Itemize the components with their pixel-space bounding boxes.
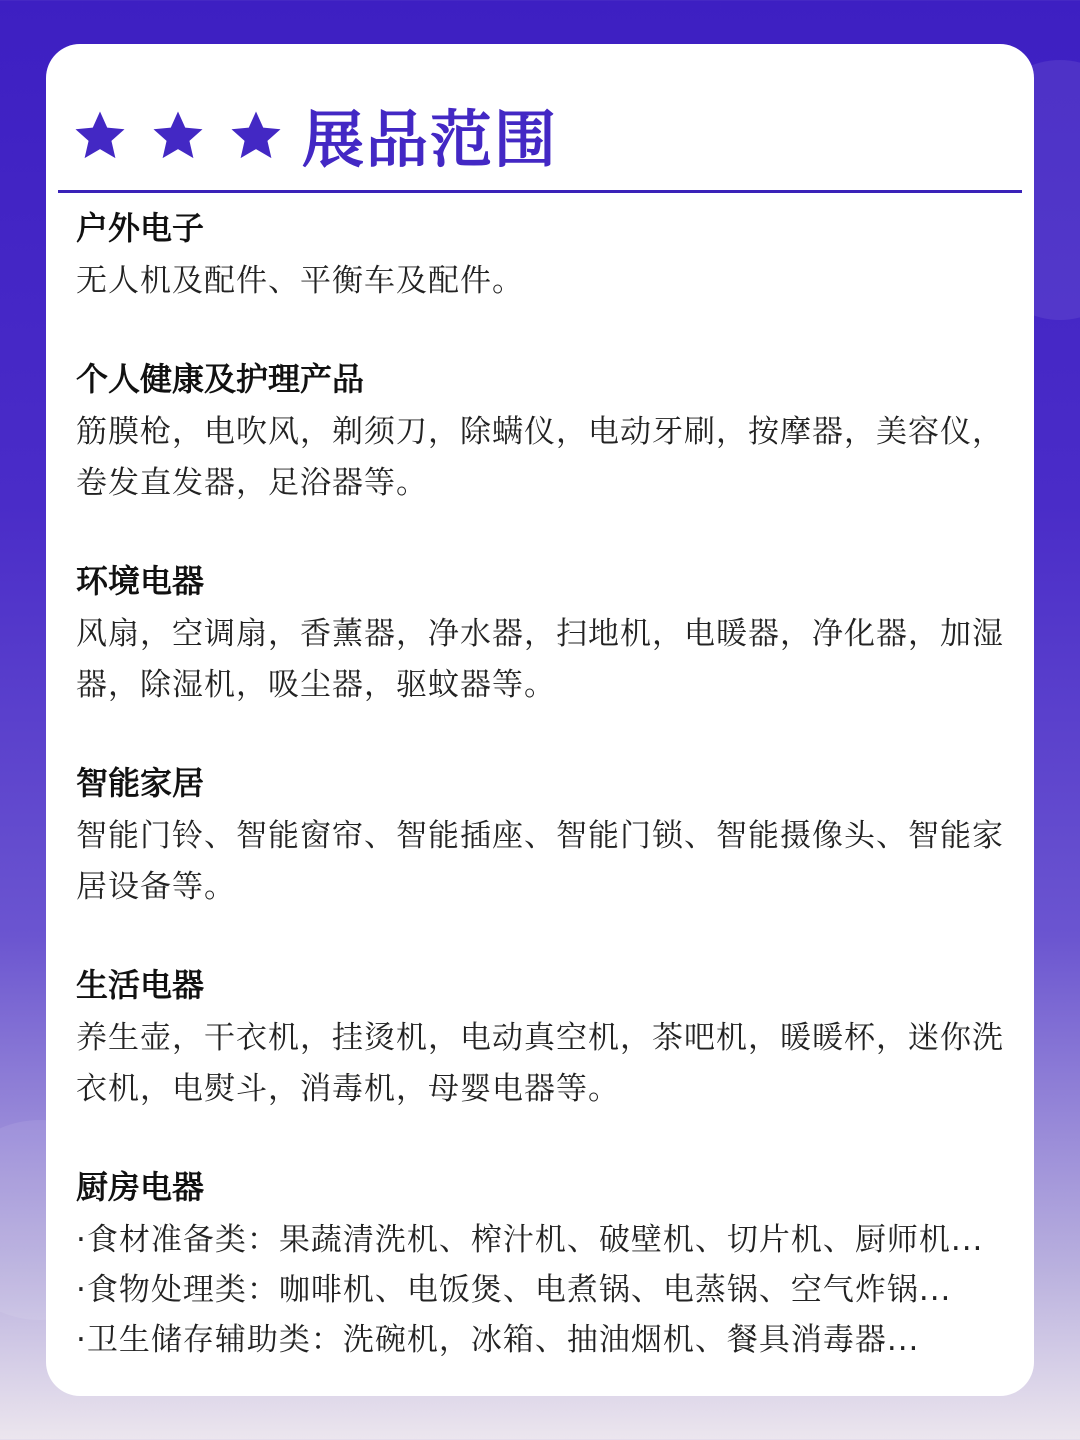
star-rating — [72, 108, 284, 164]
section-title: 个人健康及护理产品 — [76, 360, 365, 398]
section-title: 户外电子 — [76, 209, 205, 247]
section-household-appliances — [76, 961, 1006, 1115]
page-title: 展品范围 — [302, 103, 559, 176]
card-header — [58, 100, 1022, 193]
star-icon — [150, 108, 206, 164]
list-item: ·卫生储存辅助类：洗碗机，冰箱、抽油烟机、餐具消毒器... — [76, 1322, 920, 1358]
list-item: ·食材准备类：果蔬清洗机、榨汁机、破壁机、切片机、厨师机... — [76, 1222, 984, 1258]
section-title: 环境电器 — [76, 562, 205, 600]
content-card — [46, 44, 1034, 1396]
section-body: 养生壶，干衣机，挂烫机，电动真空机，茶吧机，暖暖杯，迷你洗衣机，电熨斗，消毒机，母婴电器等。 — [76, 1020, 1004, 1107]
section-title: 生活电器 — [76, 966, 205, 1004]
section-body: 智能门铃、智能窗帘、智能插座、智能门锁、智能摄像头、智能家居设备等。 — [76, 818, 1004, 905]
section-smart-home — [76, 759, 1006, 913]
kitchen-list — [76, 1215, 1006, 1365]
section-environment-appliances — [76, 557, 1006, 711]
section-title: 智能家居 — [76, 764, 205, 802]
section-body: 无人机及配件、平衡车及配件。 — [76, 263, 524, 299]
section-title: 厨房电器 — [76, 1168, 205, 1206]
section-outdoor-electronics — [76, 204, 1006, 307]
section-kitchen-appliances — [76, 1163, 1006, 1365]
exhibit-content — [76, 204, 1006, 1413]
section-body: 筋膜枪，电吹风，剃须刀，除螨仪，电动牙刷，按摩器，美容仪，卷发直发器，足浴器等。 — [76, 414, 1004, 501]
section-personal-care — [76, 355, 1006, 509]
section-body: 风扇，空调扇，香薰器，净水器，扫地机，电暖器，净化器，加湿器，除湿机，吸尘器，驱蚊器等。 — [76, 616, 1004, 703]
list-item: ·食物处理类：咖啡机、电饭煲、电煮锅、电蒸锅、空气炸锅... — [76, 1272, 952, 1308]
star-icon — [72, 108, 128, 164]
star-icon — [228, 108, 284, 164]
